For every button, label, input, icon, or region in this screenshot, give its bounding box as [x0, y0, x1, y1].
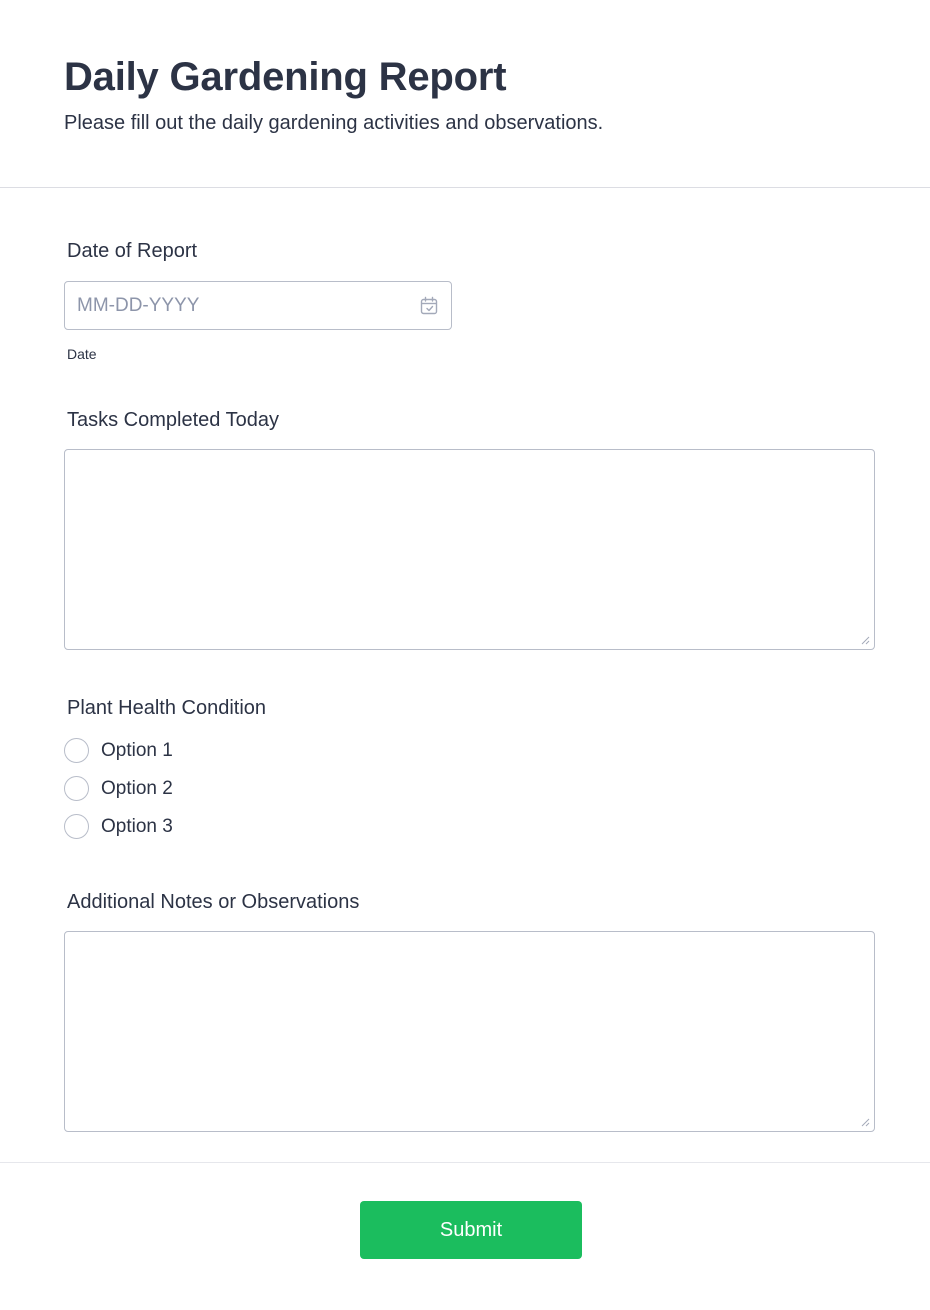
resize-grip-icon[interactable]	[860, 1117, 870, 1127]
form-subtitle: Please fill out the daily gardening activities and observations.	[64, 112, 604, 134]
radio-label[interactable]: Option 1	[101, 740, 173, 761]
plant-health-option-3[interactable]	[64, 814, 364, 840]
resize-grip-icon[interactable]	[860, 635, 870, 645]
radio-button[interactable]	[64, 776, 89, 801]
radio-label[interactable]: Option 3	[101, 816, 173, 837]
form-header	[0, 0, 930, 188]
submit-button[interactable]: Submit	[360, 1201, 582, 1259]
tasks-completed-label: Tasks Completed Today	[67, 409, 279, 431]
date-sublabel: Date	[67, 346, 97, 362]
footer-divider	[0, 1162, 930, 1163]
additional-notes-label: Additional Notes or Observations	[67, 891, 360, 913]
plant-health-option-1[interactable]	[64, 738, 364, 764]
radio-button[interactable]	[64, 814, 89, 839]
radio-label[interactable]: Option 2	[101, 778, 173, 799]
radio-button[interactable]	[64, 738, 89, 763]
date-field[interactable]	[64, 281, 452, 330]
plant-health-label: Plant Health Condition	[67, 697, 267, 719]
additional-notes-field[interactable]	[64, 931, 875, 1132]
plant-health-option-2[interactable]	[64, 776, 364, 802]
tasks-completed-field[interactable]	[64, 449, 875, 650]
calendar-icon[interactable]	[419, 296, 439, 316]
tasks-completed-textarea[interactable]	[65, 450, 874, 649]
form-title: Daily Gardening Report	[64, 55, 507, 99]
date-input[interactable]	[77, 282, 407, 329]
date-of-report-label: Date of Report	[67, 240, 198, 262]
additional-notes-textarea[interactable]	[65, 932, 874, 1131]
